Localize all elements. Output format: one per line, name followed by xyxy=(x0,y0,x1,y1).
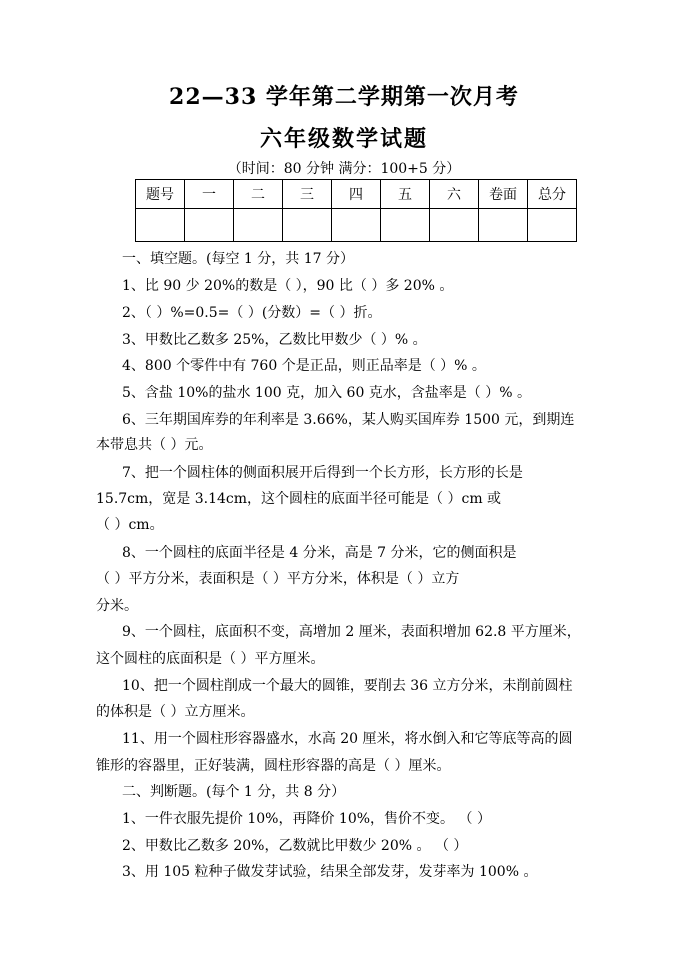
question-line: 1、一件衣服先提价 10%，再降价 10%，售价不变。 （ ） xyxy=(122,811,491,827)
score-cell[interactable] xyxy=(381,209,430,242)
question-line: 这个圆柱的底面积是（ ）平方厘米。 xyxy=(96,651,325,667)
score-header-cell: 题号 xyxy=(136,180,185,209)
score-cell[interactable] xyxy=(136,209,185,242)
question-line: 11、用一个圆柱形容器盛水，水高 20 厘米，将水倒入和它等底等高的圆 xyxy=(122,731,573,747)
exam-info: （时间：80 分钟 满分：100+5 分） xyxy=(227,161,461,177)
question-line: 2、甲数比乙数多 20%，乙数就比甲数少 20% 。 （ ） xyxy=(122,838,468,854)
question-line: 7、把一个圆柱体的侧面积展开后得到一个长方形，长方形的长是 xyxy=(122,465,523,481)
score-header-cell: 五 xyxy=(381,180,430,209)
score-cell[interactable] xyxy=(528,209,577,242)
question-line: 5、含盐 10%的盐水 100 克，加入 60 克水，含盐率是（ ）% 。 xyxy=(122,385,532,401)
question-line: 3、用 105 粒种子做发芽试验，结果全部发芽，发芽率为 100% 。 xyxy=(122,864,538,880)
score-cell[interactable] xyxy=(430,209,479,242)
section-heading-true-false: 二、判断题。(每个 1 分，共 8 分） xyxy=(122,784,346,800)
score-header-cell: 四 xyxy=(332,180,381,209)
section-heading-fill-in: 一、填空题。(每空 1 分，共 17 分） xyxy=(122,251,354,267)
score-cell[interactable] xyxy=(185,209,234,242)
score-table-blank-row xyxy=(136,209,577,242)
score-header-cell: 三 xyxy=(283,180,332,209)
score-header-cell: 一 xyxy=(185,180,234,209)
question-line: 1、比 90 少 20%的数是（ ），90 比（ ）多 20% 。 xyxy=(122,278,454,294)
score-cell[interactable] xyxy=(332,209,381,242)
score-header-cell: 总分 xyxy=(528,180,577,209)
question-line: 10、把一个圆柱削成一个最大的圆锥，要削去 36 立方分米，未削前圆柱 xyxy=(122,678,573,694)
score-header-cell: 卷面 xyxy=(479,180,528,209)
question-line: 锥形的容器里，正好装满，圆柱形容器的高是（ ）厘米。 xyxy=(96,758,451,774)
question-line: 6、三年期国库券的年利率是 3.66%，某人购买国库券 1500 元，到期连 xyxy=(122,412,575,428)
score-header-cell: 二 xyxy=(234,180,283,209)
page-title: 22—33 学年第二学期第一次月考 xyxy=(169,84,519,110)
page-subtitle: 六年级数学试题 xyxy=(259,126,428,152)
question-line: 9、一个圆柱，底面积不变，高增加 2 厘米，表面积增加 62.8 平方厘米， xyxy=(122,624,581,640)
score-cell[interactable] xyxy=(479,209,528,242)
score-table-header-row xyxy=(136,180,577,209)
question-line: 2、（ ）%=0.5=（ ）(分数）=（ ）折。 xyxy=(122,305,382,321)
question-line: 4、800 个零件中有 760 个是正品，则正品率是（ ）% 。 xyxy=(122,358,486,374)
question-line: （ ）cm。 xyxy=(96,517,164,533)
question-line: 15.7cm，宽是 3.14cm，这个圆柱的底面半径可能是（ ）cm 或 xyxy=(96,491,502,507)
score-header-cell: 六 xyxy=(430,180,479,209)
question-line: （ ）平方分米，表面积是（ ）平方分米，体积是（ ）立方 xyxy=(96,571,460,587)
question-line: 3、甲数比乙数多 25%，乙数比甲数少（ ）% 。 xyxy=(122,332,427,348)
question-line: 本带息共（ ）元。 xyxy=(96,437,213,453)
score-cell[interactable] xyxy=(283,209,332,242)
score-table xyxy=(135,179,577,242)
score-cell[interactable] xyxy=(234,209,283,242)
question-line: 的体积是（ ）立方厘米。 xyxy=(96,704,255,720)
question-line: 8、一个圆柱的底面半径是 4 分米，高是 7 分米，它的侧面积是 xyxy=(122,545,517,561)
question-line: 分米。 xyxy=(96,598,138,614)
